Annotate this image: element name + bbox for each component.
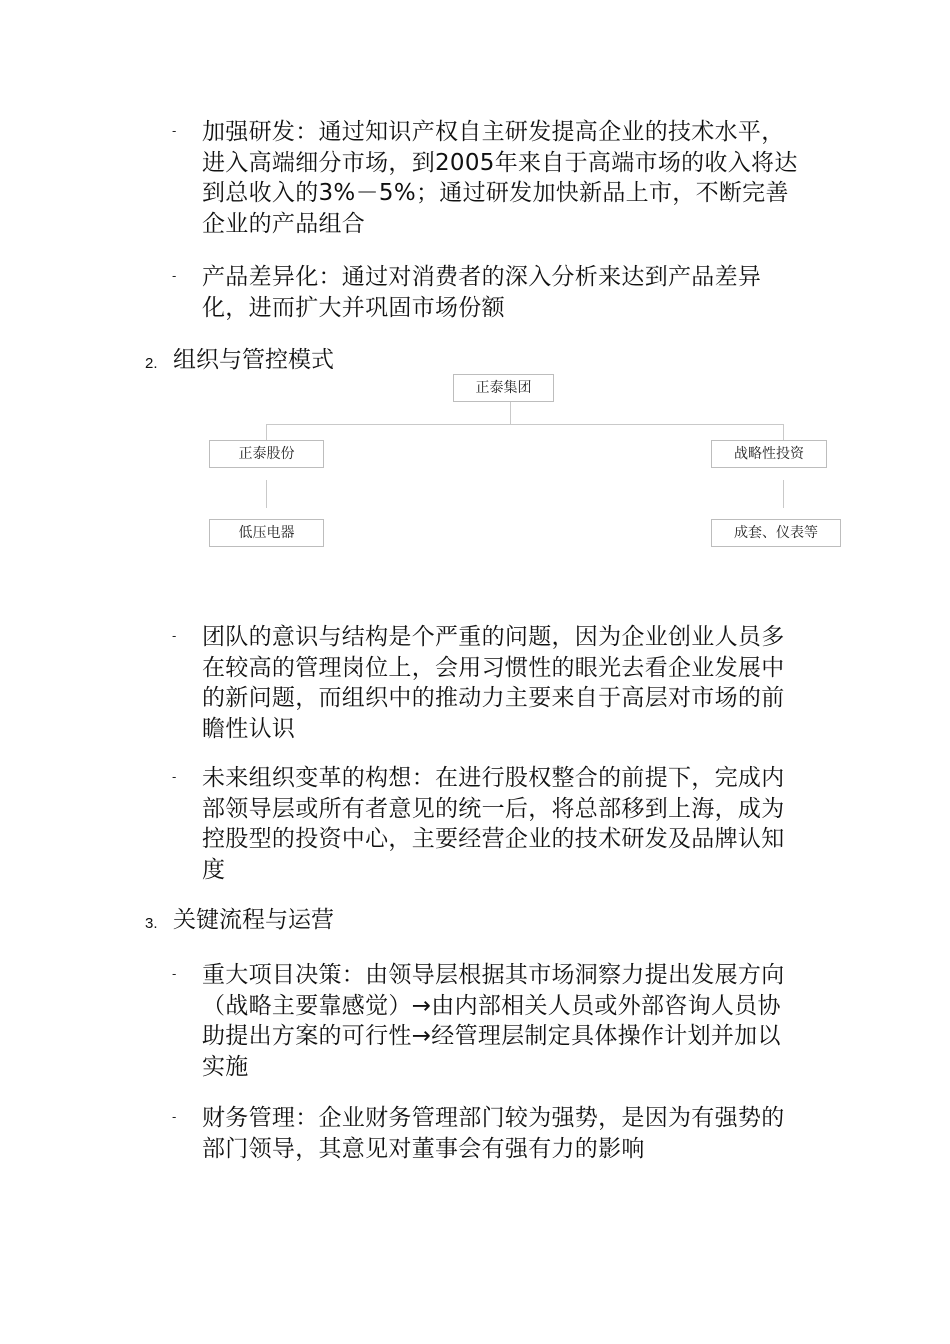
bullet-text: 重大项目决策：由领导层根据其市场洞察力提出发展方向（战略主要靠感觉）→由内部相关人员或外部咨询人员协助提出方案的可行性→经管理层制定具体操作计划并加以实施 [202,962,785,1080]
bullet-text: 加强研发：通过知识产权自主研发提高企业的技术水平，进入高端细分市场，到2005年来自于高端市场的收入将达到总收入的3%－5%；通过研发加快新品上市，不断完善企业的产品组合 [202,119,798,237]
section-title: 关键流程与运营 [173,907,334,933]
section-number: 2. [145,355,158,372]
bullet-marker: - [172,966,177,981]
connector-line [783,480,784,508]
org-node-right-child: 成套、仪表等 [711,519,841,547]
bullet-text: 产品差异化：通过对消费者的深入分析来达到产品差异化，进而扩大并巩固市场份额 [202,264,762,321]
org-node-left: 正泰股份 [209,440,324,468]
section-heading [0,905,950,939]
bullet-marker: - [172,123,177,138]
org-node-right: 战略性投资 [711,440,827,468]
connector-line [266,424,784,425]
bullet-marker: - [172,268,177,283]
connector-line [510,402,511,425]
bullet-text: 团队的意识与结构是个严重的问题，因为企业创业人员多在较高的管理岗位上，会用习惯性的眼光去看企业发展中的新问题，而组织中的推动力主要来自于高层对市场的前瞻性认识 [202,624,785,742]
section-number: 3. [145,915,158,932]
bullet-marker: - [172,1109,177,1124]
org-node-root: 正泰集团 [453,374,554,402]
section-title: 组织与管控模式 [173,347,334,373]
connector-line [783,424,784,440]
connector-line [266,424,267,440]
org-node-left-child: 低压电器 [209,519,324,547]
bullet-text: 财务管理：企业财务管理部门较为强势，是因为有强势的部门领导，其意见对董事会有强有力的影响 [202,1105,785,1162]
bullet-text: 未来组织变革的构想：在进行股权整合的前提下，完成内部领导层或所有者意见的统一后，将总部移到上海，成为控股型的投资中心，主要经营企业的技术研发及品牌认知度 [202,765,785,883]
bullet-marker: - [172,769,177,784]
bullet-marker: - [172,628,177,643]
connector-line [266,480,267,508]
